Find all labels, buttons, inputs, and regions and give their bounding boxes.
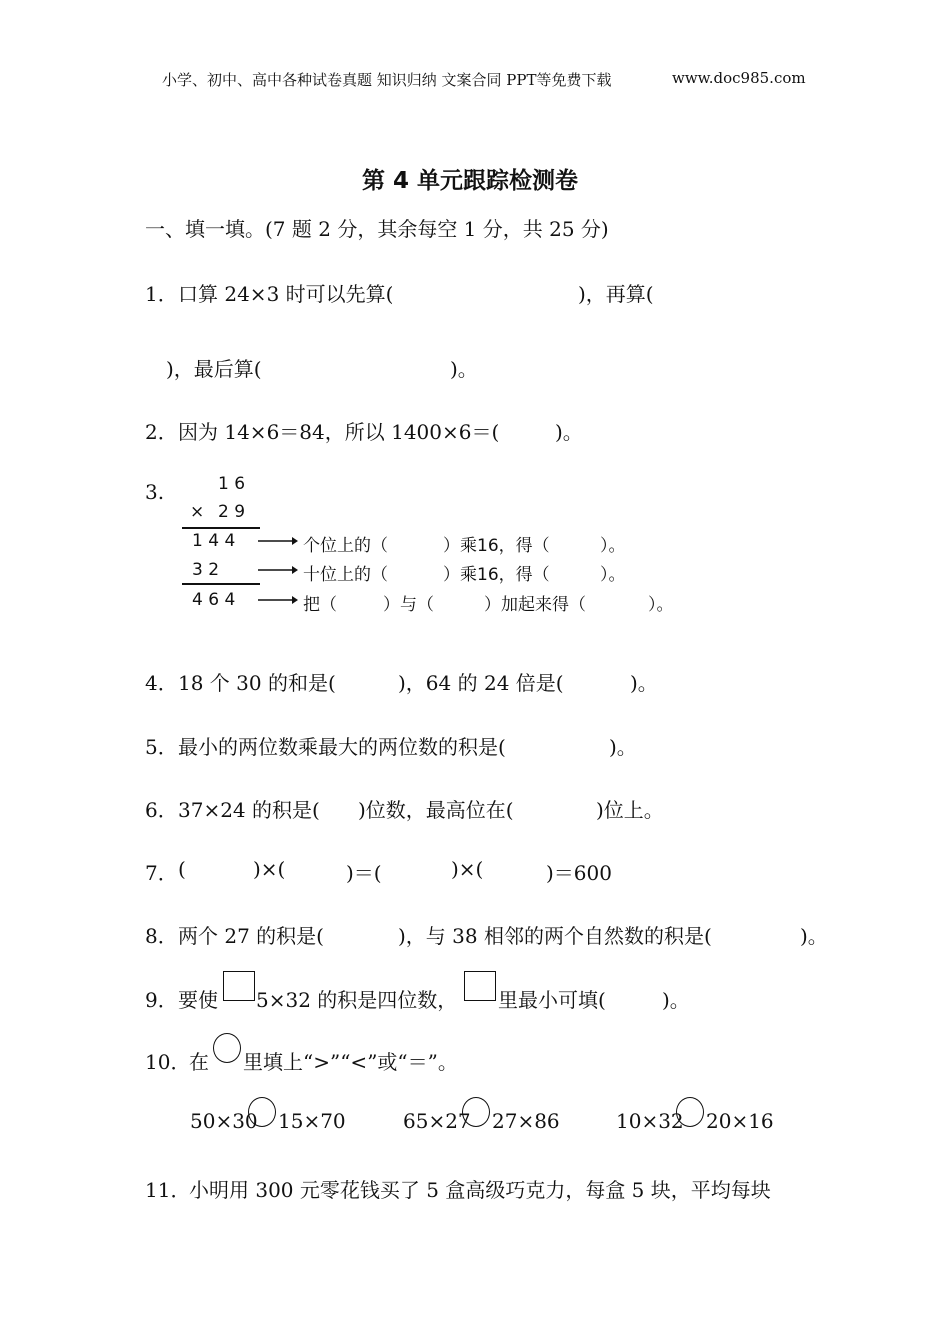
final-product: 4 6 4 (192, 590, 236, 610)
step-text: 把（ (303, 595, 337, 615)
compare-circle (248, 1097, 276, 1127)
question-text: )×( (451, 857, 484, 881)
partial-product-1: 1 4 4 (192, 531, 236, 551)
question-number: 9． (145, 988, 178, 1012)
answer-box (464, 971, 496, 1001)
question-number: 2． (145, 420, 178, 444)
times-sign: × (190, 502, 205, 522)
expression: 50×30 (190, 1109, 258, 1133)
arrow-right-icon (258, 594, 298, 606)
question-text: )×( (253, 857, 286, 881)
question-text: 里最小可填( (498, 988, 606, 1012)
question-text: )，最后算( (166, 357, 262, 381)
arrow-right-icon (258, 535, 298, 547)
question-text: )。 (630, 671, 658, 695)
step-text: ）。 (648, 595, 674, 615)
question-number: 10． (145, 1050, 191, 1074)
page-title: 第 4 单元跟踪检测卷 (362, 168, 579, 194)
step-text: 个位上的（ (303, 536, 388, 556)
question-text: 口算 24×3 时可以先算( (178, 282, 394, 306)
question-text: )，与 38 相邻的两个自然数的积是( (398, 924, 712, 948)
divider-line (182, 527, 260, 529)
question-text: )位数，最高位在( (358, 798, 514, 822)
step-text: ）。 (600, 565, 626, 585)
multiplier: 2 9 (218, 502, 246, 522)
header-left-text: 小学、初中、高中各种试卷真题 知识归纳 文案合同 PPT等免费下载 (162, 71, 612, 89)
question-text: )。 (555, 420, 583, 444)
answer-box (223, 971, 255, 1001)
question-text: )，再算( (578, 282, 654, 306)
step-text: ）。 (600, 536, 626, 556)
question-text: )位上。 (596, 798, 664, 822)
question-number: 5． (145, 735, 178, 759)
question-number: 8． (145, 924, 178, 948)
step-text: 十位上的（ (303, 565, 388, 585)
question-text: )。 (800, 924, 828, 948)
question-text: 18 个 30 的和是( (178, 671, 336, 695)
step-text: ）加起来得（ (484, 595, 586, 615)
question-number: 11． (145, 1178, 191, 1202)
question-number: 4． (145, 671, 178, 695)
arrow-right-icon (258, 564, 298, 576)
step-text: ）乘16，得（ (443, 565, 550, 585)
question-text: ( (178, 857, 186, 881)
question-text: 要使 (178, 988, 218, 1012)
compare-circle (462, 1097, 490, 1127)
question-text: 两个 27 的积是( (178, 924, 324, 948)
partial-product-2: 3 2 (192, 560, 220, 580)
expression: 15×70 (278, 1109, 346, 1133)
compare-circle (676, 1097, 704, 1127)
question-number: 6． (145, 798, 178, 822)
step-text: ）与（ (383, 595, 434, 615)
expression: 10×32 (616, 1109, 684, 1133)
question-text: 因为 14×6＝84，所以 1400×6＝( (178, 420, 500, 444)
question-text: 里填上“>”“<”或“＝”。 (243, 1050, 458, 1074)
question-text: 小明用 300 元零花钱买了 5 盒高级巧克力，每盒 5 块，平均每块 (189, 1178, 771, 1202)
question-text: )。 (662, 988, 690, 1012)
compare-circle (213, 1033, 241, 1063)
multiplicand: 1 6 (218, 474, 246, 494)
header-url: www.doc985.com (672, 69, 806, 87)
question-text: 在 (189, 1050, 209, 1074)
question-text: )。 (450, 357, 478, 381)
question-text: )＝600 (546, 861, 612, 885)
question-text: )＝( (346, 861, 382, 885)
question-number: 7． (145, 861, 178, 885)
question-number: 1． (145, 282, 178, 306)
expression: 27×86 (492, 1109, 560, 1133)
expression: 65×27 (403, 1109, 471, 1133)
question-text: )，64 的 24 倍是( (398, 671, 564, 695)
question-text: 5×32 的积是四位数， (256, 988, 458, 1012)
expression: 20×16 (706, 1109, 774, 1133)
question-text: )。 (609, 735, 637, 759)
question-text: 最小的两位数乘最大的两位数的积是( (178, 735, 506, 759)
question-number: 3. (145, 480, 165, 504)
divider-line (182, 583, 260, 585)
section-heading: 一、填一填。(7 题 2 分，其余每空 1 分，共 25 分) (145, 217, 609, 241)
step-text: ）乘16，得（ (443, 536, 550, 556)
question-text: 37×24 的积是( (178, 798, 320, 822)
